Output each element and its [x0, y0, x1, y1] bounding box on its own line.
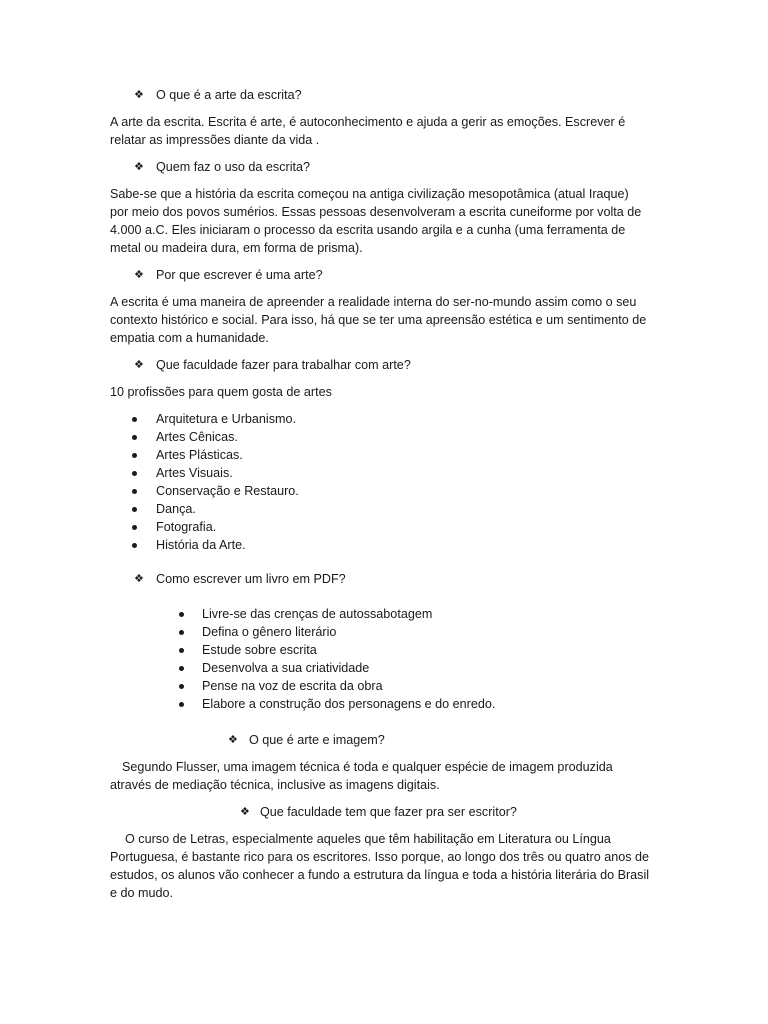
bullet-dot-icon	[179, 612, 184, 617]
paragraph: Segundo Flusser, uma imagem técnica é toda e qualquer espécie de imagem produzida através de mediação técnica, inclusive as imagens digitais.	[110, 760, 613, 792]
bullet-dot-icon	[179, 666, 184, 671]
question-text: Que faculdade tem que fazer pra ser escritor?	[260, 805, 517, 819]
list-item: Defina o gênero literário	[110, 623, 650, 641]
list-item: Dança.	[110, 500, 650, 518]
bullet-dot-icon	[132, 435, 137, 440]
question-heading	[110, 570, 650, 588]
professions-list	[110, 410, 650, 554]
paragraph: Sabe-se que a história da escrita começou na antiga civilização mesopotâmica (atual Iraque) por meio dos povos sumérios. Essas pessoas desenvolveram a escrita cuneiforme por volta de 4.000 a.C. Eles iniciaram o processo da escrita usando argila e a cunha (uma ferramenta de metal ou madeira dura, em forma de prisma).	[110, 187, 642, 255]
bullet-dot-icon	[132, 507, 137, 512]
bullet-dot-icon	[132, 489, 137, 494]
list-item: Artes Visuais.	[110, 464, 650, 482]
question-heading	[110, 803, 650, 821]
question-text: Que faculdade fazer para trabalhar com arte?	[156, 358, 411, 372]
question-heading	[110, 86, 650, 104]
question-heading	[110, 158, 650, 176]
bullet-dot-icon	[132, 525, 137, 530]
list-item: Artes Cênicas.	[110, 428, 650, 446]
bullet-dot-icon	[179, 630, 184, 635]
book-steps-list	[110, 605, 650, 713]
bullet-dot-icon	[132, 417, 137, 422]
bullet-dot-icon	[132, 471, 137, 476]
diamond-bullet-icon: ❖	[228, 733, 238, 746]
question-text: O que é arte e imagem?	[249, 733, 385, 747]
question-heading	[110, 731, 650, 749]
bullet-dot-icon	[132, 453, 137, 458]
list-item: Estude sobre escrita	[110, 641, 650, 659]
list-item: Fotografia.	[110, 518, 650, 536]
bullet-dot-icon	[179, 684, 184, 689]
paragraph: O curso de Letras, especialmente aqueles que têm habilitação em Literatura ou Língua Portuguesa, é bastante rico para os escritores. Isso porque, ao longo dos três ou quatro anos de estudos, os alunos vão conhecer a fundo a estrutura da língua e toda a história literária do Brasil e do mudo.	[110, 832, 650, 900]
paragraph: A escrita é uma maneira de apreender a realidade interna do ser-no-mundo assim como o seu contexto histórico e social. Para isso, há que se ter uma apreensão estética e um sentimento de empatia com a humanidade.	[110, 295, 647, 345]
diamond-bullet-icon: ❖	[134, 268, 144, 281]
diamond-bullet-icon: ❖	[134, 572, 144, 585]
diamond-bullet-icon: ❖	[134, 358, 144, 371]
list-item: Conservação e Restauro.	[110, 482, 650, 500]
diamond-bullet-icon: ❖	[134, 88, 144, 101]
question-heading	[110, 266, 650, 284]
question-text: Quem faz o uso da escrita?	[156, 160, 311, 174]
list-item: História da Arte.	[110, 536, 650, 554]
list-item: Pense na voz de escrita da obra	[110, 677, 650, 695]
list-item: Desenvolva a sua criatividade	[110, 659, 650, 677]
list-item: Livre-se das crenças de autossabotagem	[110, 605, 650, 623]
list-item: Arquitetura e Urbanismo.	[110, 410, 650, 428]
diamond-bullet-icon: ❖	[240, 805, 250, 818]
bullet-dot-icon	[132, 543, 137, 548]
paragraph: A arte da escrita. Escrita é arte, é autoconhecimento e ajuda a gerir as emoções. Escrever é relatar as impressões diante da vida .	[110, 115, 626, 147]
question-text: O que é a arte da escrita?	[156, 88, 302, 102]
diamond-bullet-icon: ❖	[134, 160, 144, 173]
list-item: Elabore a construção dos personagens e do enredo.	[110, 695, 650, 713]
question-heading	[110, 356, 650, 374]
list-item: Artes Plásticas.	[110, 446, 650, 464]
bullet-dot-icon	[179, 702, 184, 707]
document-page	[110, 86, 650, 911]
bullet-dot-icon	[179, 648, 184, 653]
question-text: Como escrever um livro em PDF?	[156, 572, 346, 586]
paragraph: 10 profissões para quem gosta de artes	[110, 385, 332, 399]
question-text: Por que escrever é uma arte?	[156, 268, 323, 282]
